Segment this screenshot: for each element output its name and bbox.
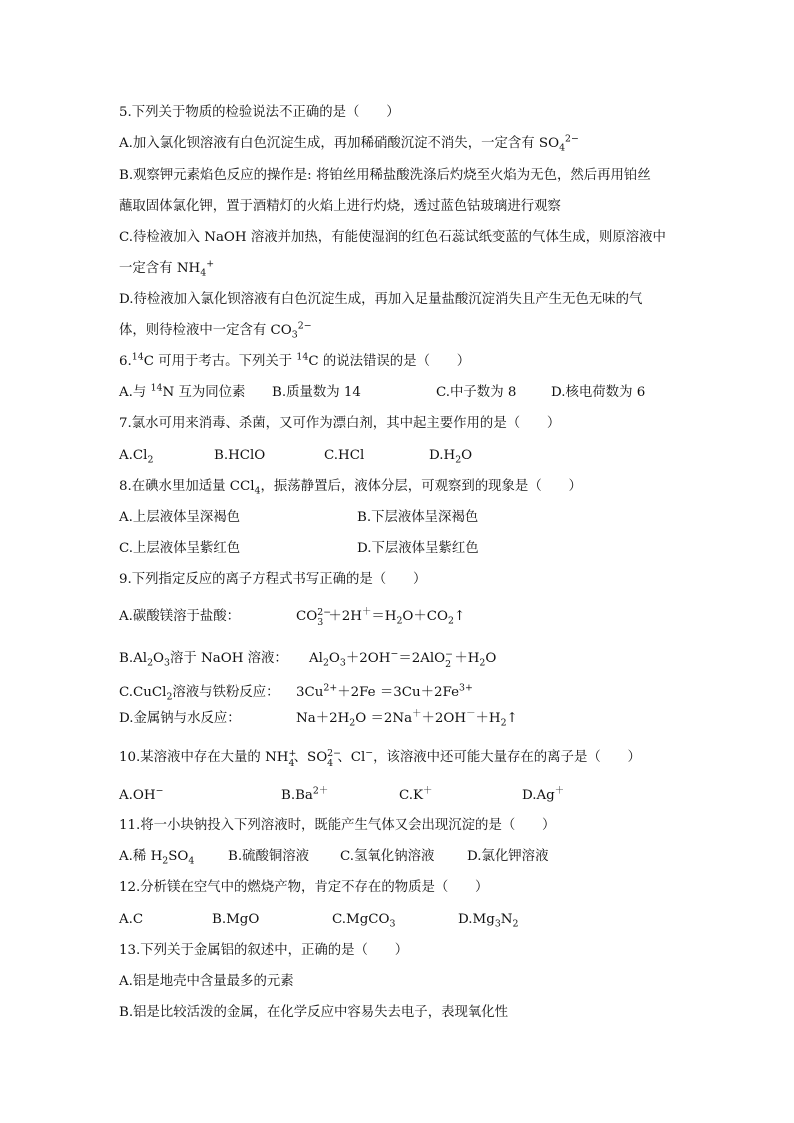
q9-c-eq-1-sup: 2+ xyxy=(323,682,338,694)
q13-stem: 13.下列关于金属铝的叙述中，正确的是（ ） xyxy=(119,943,409,958)
q9-a-eq-1: CO xyxy=(296,609,318,624)
q10-a-text: A.OH xyxy=(119,788,156,803)
q11-a-sub2: 4 xyxy=(188,855,195,867)
q12-d-sub1: 3 xyxy=(494,918,501,930)
q9-b-eq-1: Al xyxy=(309,651,323,666)
q12-c-sub: 3 xyxy=(389,918,396,930)
q9-b-eq-6: O xyxy=(485,651,497,666)
q10-option-c xyxy=(399,787,432,805)
q10-stem-4: ，该溶液中还可能大量存在的离子是（ ） xyxy=(373,750,641,765)
q9-a-eq-5: ↑ xyxy=(453,609,466,624)
q10-stem-1-sup: + xyxy=(288,747,297,759)
q9-b-eq-3: ＋2OH xyxy=(345,651,391,666)
q8-option-a: A.上层液体呈深褐色 xyxy=(119,510,241,525)
q8-stem xyxy=(119,478,582,496)
q12-d-text: D.Mg xyxy=(458,912,495,927)
q9-c-label-sub: 2 xyxy=(166,691,173,703)
q9-a-eq-1-sup: 2− xyxy=(317,606,332,618)
q9-a-eq-4-sub: 2 xyxy=(448,615,454,627)
q9-option-a-label: A.碳酸镁溶于盐酸： xyxy=(119,609,241,624)
q9-b-label-mid: O xyxy=(153,651,165,666)
q12-d-mid: N xyxy=(500,912,513,927)
q8-option-b: B.下层液体呈深褐色 xyxy=(357,510,479,525)
q9-b-eq-4-sup: − xyxy=(445,648,454,660)
q9-b-label-post: 溶于 NaOH 溶液： xyxy=(169,651,288,666)
q6-stem-pre: 6. xyxy=(119,354,132,369)
q9-a-eq-2-sup: ＋ xyxy=(361,606,372,618)
q6-mass: 14 xyxy=(131,351,144,363)
q6-stem-mid: C 可用于考古。下列关于 xyxy=(143,354,297,369)
q9-option-b-label xyxy=(119,650,288,668)
q5-a-text: A.加入氯化钡溶液有白色沉淀生成，再加稀硝酸沉淀不消失，一定含有 SO xyxy=(119,136,560,151)
q9-b-eq-2: O xyxy=(328,651,340,666)
q5-c-sub: 4 xyxy=(200,267,207,279)
q10-option-b xyxy=(281,787,328,805)
q12-option-c xyxy=(332,911,396,929)
q10-a-sup: − xyxy=(155,785,164,797)
q9-b-eq-5: ＋H xyxy=(454,651,480,666)
q9-d-eq-5: ↑ xyxy=(506,711,518,726)
q5-c-sup: + xyxy=(206,258,215,270)
q9-b-label-pre: B.Al xyxy=(119,651,148,666)
q9-b-label-sub1: 2 xyxy=(147,657,154,669)
q9-a-eq-4: O＋CO xyxy=(402,609,449,624)
q8-option-c: C.上层液体呈紫红色 xyxy=(119,541,241,556)
q9-b-eq-3-sup: − xyxy=(390,648,399,660)
q9-b-label-sub2: 3 xyxy=(164,657,170,669)
q7-a-text: A.Cl xyxy=(119,448,148,463)
q9-option-d-label: D.金属钠与水反应： xyxy=(119,711,241,726)
q9-c-label-pre: C.CuCl xyxy=(119,685,167,700)
q12-option-a: A.C xyxy=(119,912,144,927)
q9-option-c-equation xyxy=(296,684,473,702)
q10-stem-2-sup: 2− xyxy=(327,747,341,759)
q8-stem-post: ，振荡静置后，液体分层，可观察到的现象是（ ） xyxy=(260,479,582,494)
q10-option-a xyxy=(119,787,163,805)
q9-c-eq-2-sup: 3+ xyxy=(459,682,473,694)
q9-d-eq-4: ＋H xyxy=(475,711,501,726)
q6-option-b: B.质量数为 14 xyxy=(272,385,361,400)
q10-stem-3-sup: − xyxy=(365,747,374,759)
q6-option-c: C.中子数为 8 xyxy=(436,385,517,400)
q9-option-b-equation xyxy=(309,650,496,668)
q11-option-a xyxy=(119,848,194,866)
q6-stem-post: C 的说法错误的是（ ） xyxy=(308,354,471,369)
q9-b-eq-4: ＝2AlO xyxy=(398,651,446,666)
q9-d-eq-3-sup: － xyxy=(466,708,476,720)
q6-a-post: N 互为同位素 xyxy=(162,385,246,400)
q11-a-text: A.稀 H xyxy=(119,849,163,864)
q5-option-b-line1: B.观察钾元素焰色反应的操作是: 将铂丝用稀盐酸洗涤后灼烧至火焰为无色，然后再用铂丝 xyxy=(119,168,651,183)
q5-option-c-line2 xyxy=(119,260,214,278)
q9-c-eq-1: 3Cu xyxy=(296,685,324,700)
q5-stem: 5.下列关于物质的检验说法不正确的是（ ） xyxy=(119,105,400,120)
q5-d-sub: 3 xyxy=(291,329,298,341)
q10-stem-1: 10.某溶液中存在大量的 NH xyxy=(119,750,289,765)
q10-option-d xyxy=(522,787,564,805)
q9-option-a-equation xyxy=(296,608,465,626)
q9-a-eq-3-sub: 2 xyxy=(396,615,403,627)
q9-c-label-post: 溶液与铁粉反应： xyxy=(172,685,280,700)
q10-stem-2-sub: 4 xyxy=(327,757,334,769)
q9-d-eq-1-sub: 2 xyxy=(349,717,356,729)
q9-c-eq-2: ＋2Fe ＝3Cu＋2Fe xyxy=(337,685,460,700)
q10-stem-3: 、Cl xyxy=(337,750,366,765)
q6-option-d: D.核电荷数为 6 xyxy=(551,385,646,400)
q7-d-text: D.H xyxy=(429,448,456,463)
q12-c-text: C.MgCO xyxy=(332,912,390,927)
q12-stem: 12.分析镁在空气中的燃烧产物，肯定不存在的物质是（ ） xyxy=(119,880,489,895)
q5-option-c-line1: C.待检液加入 NaOH 溶液并加热，有能使湿润的红色石蕊试纸变蓝的气体生成，则原溶液中 xyxy=(119,230,666,245)
q11-stem: 11.将一小块钠投入下列溶液时，既能产生气体又会出现沉淀的是（ ） xyxy=(119,818,556,833)
q9-d-eq-3: ＋2OH xyxy=(421,711,467,726)
q8-stem-sub: 4 xyxy=(254,485,261,497)
q5-option-a xyxy=(119,135,579,153)
q7-stem: 7.氯水可用来消毒、杀菌，又可作为漂白剂，其中起主要作用的是（ ） xyxy=(119,416,561,431)
q12-d-sub2: 2 xyxy=(512,918,519,930)
q9-a-eq-3: ＝H xyxy=(371,609,397,624)
q7-option-b: B.HClO xyxy=(214,448,266,463)
q11-option-b: B.硫酸铜溶液 xyxy=(228,849,310,864)
q8-stem-pre: 8.在碘水里加适量 CCl xyxy=(119,479,255,494)
q9-a-eq-1-sub: 3 xyxy=(317,616,324,628)
q7-option-c: C.HCl xyxy=(324,448,365,463)
q8-option-d: D.下层液体呈紫红色 xyxy=(357,541,479,556)
q5-a-sub: 4 xyxy=(559,142,566,154)
q6-option-a xyxy=(119,384,245,402)
q5-option-d-line2 xyxy=(119,322,312,340)
q9-b-eq-4-sub: 2 xyxy=(445,658,452,670)
q6-a-pre: A.与 xyxy=(119,385,151,400)
q9-option-d-equation xyxy=(296,710,518,728)
q9-b-eq-1-sub: 2 xyxy=(322,657,329,669)
q13-option-a: A.铝是地壳中含量最多的元素 xyxy=(119,974,294,989)
q9-d-eq-4-sub: 2 xyxy=(500,717,507,729)
q10-c-sup: ＋ xyxy=(423,785,433,797)
q10-b-sup: 2＋ xyxy=(312,785,329,797)
q9-a-eq-2: ＋2H xyxy=(328,609,362,624)
q12-option-b: B.MgO xyxy=(212,912,260,927)
q9-d-eq-2-sup: ＋ xyxy=(412,708,422,720)
q9-b-eq-2-sub: 3 xyxy=(339,657,346,669)
q12-option-d xyxy=(458,911,518,929)
q6-mass-2: 14 xyxy=(296,351,309,363)
q5-option-d-line1: D.待检液加入氯化钡溶液有白色沉淀生成，再加入足量盐酸沉淀消失且产生无色无味的气 xyxy=(119,292,643,307)
q11-option-c: C.氢氧化钠溶液 xyxy=(340,849,435,864)
q7-option-a xyxy=(119,447,153,465)
q9-d-eq-1: Na＋2H xyxy=(296,711,350,726)
q10-stem-1-sub: 4 xyxy=(288,757,295,769)
q9-d-eq-2: O ＝2Na xyxy=(355,711,413,726)
q10-d-text: D.Ag xyxy=(522,788,555,803)
q6-stem xyxy=(119,353,470,371)
q6-a-mass: 14 xyxy=(150,382,163,394)
q5-a-sup: 2− xyxy=(565,133,579,145)
q7-d-post: O xyxy=(461,448,473,463)
q7-d-sub: 2 xyxy=(455,454,462,466)
q7-a-sub: 2 xyxy=(147,454,154,466)
q11-option-d: D.氯化钾溶液 xyxy=(467,849,549,864)
q5-option-b-line2: 蘸取固体氯化钾，置于酒精灯的火焰上进行灼烧，透过蓝色钴玻璃进行观察 xyxy=(119,199,561,214)
q5-c-text: 一定含有 NH xyxy=(119,261,201,276)
q13-option-b: B.铝是比较活泼的金属，在化学反应中容易失去电子，表现氧化性 xyxy=(119,1005,509,1020)
q7-option-d xyxy=(429,447,472,465)
q10-c-text: C.K xyxy=(399,788,424,803)
q10-d-sup: ＋ xyxy=(554,785,565,797)
q10-b-text: B.Ba xyxy=(281,788,313,803)
q11-a-sub1: 2 xyxy=(162,855,169,867)
q5-d-sup: 2− xyxy=(297,320,312,332)
q10-stem xyxy=(119,749,641,767)
q9-option-c-label xyxy=(119,684,280,702)
q11-a-mid: SO xyxy=(168,849,189,864)
q9-stem: 9.下列指定反应的离子方程式书写正确的是（ ） xyxy=(119,572,427,587)
q10-stem-2: 、SO xyxy=(293,750,328,765)
q9-b-eq-5-sub: 2 xyxy=(479,657,486,669)
q5-d-text: 体，则待检液中一定含有 CO xyxy=(119,323,292,338)
